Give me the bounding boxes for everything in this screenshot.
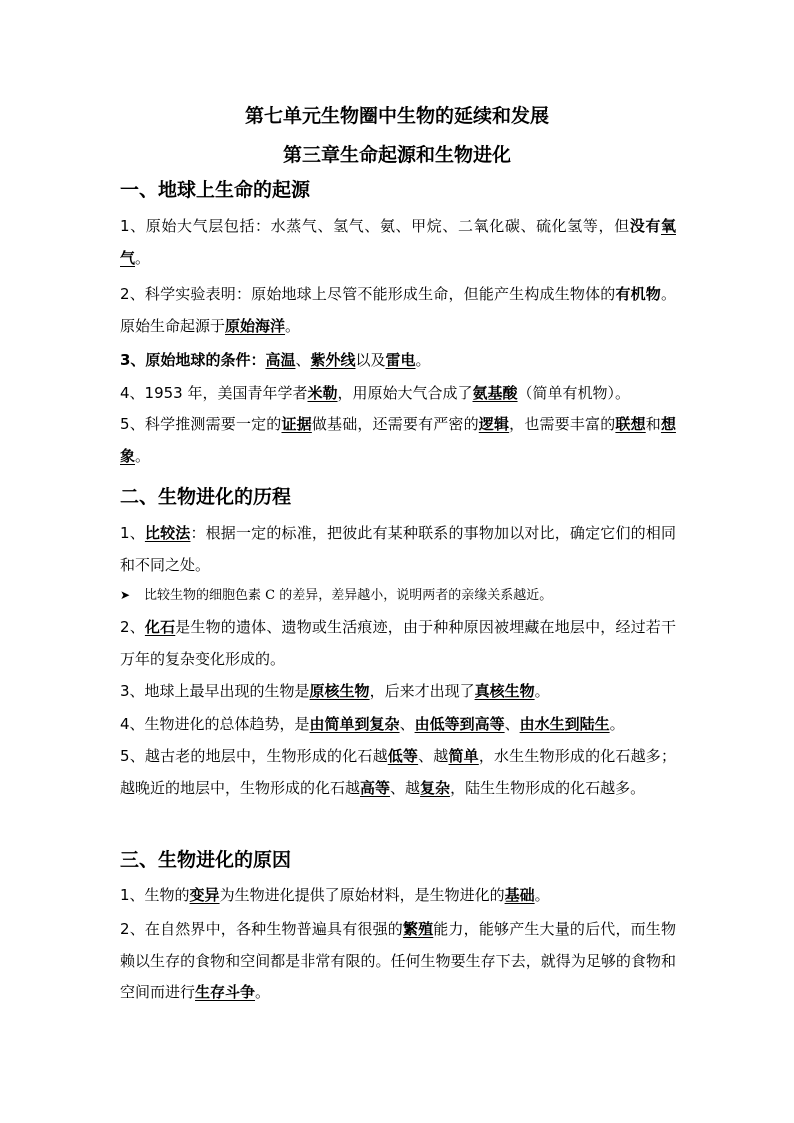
text-run: 。 <box>285 316 301 335</box>
text-run: 以及 <box>355 351 386 369</box>
key-term: 由简单到复杂 <box>309 715 400 733</box>
text-run: 和 <box>645 415 661 433</box>
paragraph <box>120 709 676 741</box>
text-run: 。 <box>534 886 550 904</box>
text-run: ：根据一定的标准，把彼此有某种联系的事物加以对比，确定它们的相同和不同之处。 <box>120 524 676 574</box>
text-run: 、 <box>295 351 311 369</box>
key-term: 证据 <box>281 415 312 433</box>
text-run: 1、生物的 <box>120 886 190 904</box>
key-term: 生存斗争 <box>195 983 256 1001</box>
paragraph <box>120 676 676 708</box>
key-term: 由水生到陆生 <box>519 715 610 733</box>
key-term: 氨基酸 <box>472 384 518 402</box>
key-term: 简单 <box>448 747 479 765</box>
text-run: 4、1953 年，美国青年学者 <box>120 384 308 402</box>
paragraph <box>120 880 676 912</box>
text-run: 3、原始地球的条件： <box>120 351 266 369</box>
key-term: 真核生物 <box>474 682 535 700</box>
text-run: 是生物的遗体、遗物或生活痕迹，由于种种原因被埋藏在地层中，经过若干万年的复杂变化形成的。 <box>120 618 676 668</box>
text-run: 做基础，还需要有严密的 <box>311 415 479 433</box>
text-run: 、越 <box>418 747 449 765</box>
paragraph <box>120 518 676 581</box>
key-term: 复杂 <box>420 778 451 797</box>
text-run: 。 <box>609 715 625 733</box>
text-run: ，陆生生物形成的化石越多。 <box>450 778 646 797</box>
section-heading: 一、地球上生命的起源 <box>120 179 311 201</box>
paragraph <box>120 279 676 342</box>
paragraph <box>120 409 676 472</box>
key-term: 高等 <box>360 778 391 797</box>
text-run: 、越 <box>390 778 421 797</box>
text-run: 2、在自然界中，各种生物普遍具有很强的 <box>120 920 403 938</box>
text-run: ，用原始大气合成了 <box>337 384 473 402</box>
section-heading: 二、生物进化的历程 <box>120 486 292 508</box>
key-term: 米勒 <box>307 384 338 402</box>
key-term: 氧气 <box>120 217 676 267</box>
text-run: ，也需要丰富的 <box>509 415 616 433</box>
key-term: 想象 <box>120 415 676 465</box>
key-term: 繁殖 <box>402 920 434 938</box>
text-run: 4、生物进化的总体趋势，是 <box>120 715 310 733</box>
key-term: 基础 <box>504 886 535 904</box>
key-term: 化石 <box>144 618 176 636</box>
text-run: 1、 <box>120 524 145 542</box>
paragraph <box>120 741 676 804</box>
key-term: 高温 <box>265 351 296 369</box>
key-term: 紫外线 <box>310 351 356 369</box>
key-term: 逻辑 <box>478 415 510 433</box>
paragraph <box>120 345 676 377</box>
paragraph <box>120 612 676 675</box>
text-run: 3、地球上最早出现的生物是 <box>120 682 310 700</box>
key-term: 联想 <box>615 415 646 433</box>
text-run: 1、原始大气层包括：水蒸气、氢气、氨、甲烷、二氧化碳、硫化氢等，但 <box>120 217 630 235</box>
key-term: 低等 <box>387 747 419 765</box>
text-run: 比较生物的细胞色素 C 的差异，差异越小，说明两者的亲缘关系越近。 <box>144 588 553 603</box>
text-run: 2、科学实验表明：原始地球上尽管不能形成生命，但能产生构成生物体的 <box>120 285 616 303</box>
text-run: （简单有机物）。 <box>517 384 631 402</box>
key-term: 比较法 <box>144 524 191 542</box>
paragraph <box>120 914 676 1009</box>
text-run: 。 <box>255 983 271 1001</box>
text-run: 为生物进化提供了原始材料，是生物进化的 <box>219 886 505 904</box>
text-run: 能力，能够产生大量的后代，而生物赖以生存的食物和空间都是非常有限的。任何生物要生存下去，就得为足够的食物和空间而进行 <box>120 920 676 1001</box>
key-term: 原核生物 <box>309 682 370 700</box>
text-run: 5、科学推测需要一定的 <box>120 415 282 433</box>
text-run: ，后来才出现了 <box>369 682 475 700</box>
text-run: ，水生生物形成的化石越多；越晚近的地层中，生物形成的化石越 <box>120 747 676 797</box>
paragraph <box>120 378 676 410</box>
unit-title: 第七单元生物圈中生物的延续和发展 <box>244 105 549 127</box>
text-run: 、 <box>504 715 520 733</box>
text-run: 。原始生命起源于 <box>120 285 676 335</box>
text-run: 。 <box>415 351 431 369</box>
text-run: 没有 <box>629 217 661 235</box>
key-term: 原始海洋 <box>225 316 286 335</box>
bullet-note <box>120 584 680 607</box>
text-run: 、 <box>399 715 415 733</box>
key-term: 由低等到高等 <box>414 715 505 733</box>
key-term: 雷电 <box>385 351 416 369</box>
text-run: 。 <box>534 682 550 700</box>
paragraph <box>120 211 676 274</box>
chapter-title: 第三章生命起源和生物进化 <box>282 144 511 166</box>
text-run: 有机物 <box>615 285 661 303</box>
arrow-bullet-icon: ➤ <box>120 588 131 602</box>
text-run: 。 <box>135 248 151 267</box>
text-run: 5、越古老的地层中，生物形成的化石越 <box>120 747 388 765</box>
section-heading: 三、生物进化的原因 <box>120 849 292 871</box>
text-run: 。 <box>135 446 151 465</box>
key-term: 变异 <box>189 886 220 904</box>
text-run: 2、 <box>120 618 145 636</box>
